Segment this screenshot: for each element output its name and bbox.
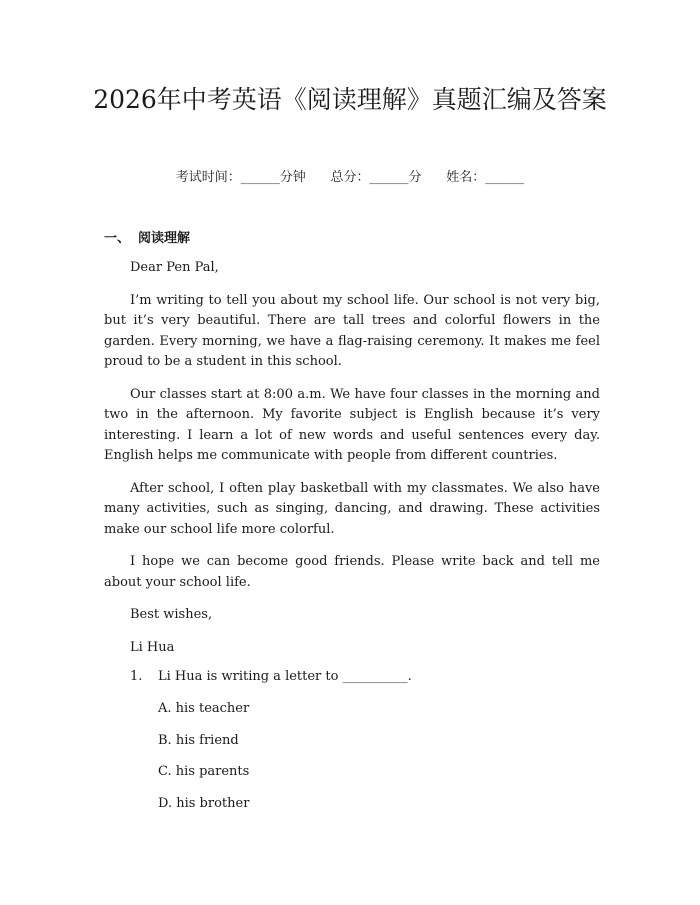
section-number: 一、 bbox=[104, 231, 131, 246]
letter-paragraph: After school, I often play basketball with my classmates. We also have many activities, such as singing, dancing, and drawing. These activities make our school life more colorful. bbox=[104, 480, 600, 537]
letter-paragraph: I’m writing to tell you about my school life. Our school is not very big, but it’s very beautiful. There are tall trees and colorful flowers in the garden. Every morning, we have a flag-raising ceremony. It makes me feel proud to be a student in this school. bbox=[104, 292, 600, 369]
question-number: 1. bbox=[130, 669, 143, 684]
question-text: Li Hua is writing a letter to __________. bbox=[158, 669, 412, 684]
letter-signature: Li Hua bbox=[130, 639, 175, 655]
question-1 bbox=[130, 667, 412, 687]
page-title: 2026年中考英语《阅读理解》真题汇编及答案 bbox=[93, 85, 607, 114]
option-d: D. his brother bbox=[158, 796, 250, 811]
letter-closing: Best wishes, bbox=[130, 607, 213, 622]
option-b: B. his friend bbox=[158, 733, 239, 748]
section-label: 阅读理解 bbox=[138, 231, 191, 246]
section-heading bbox=[104, 229, 190, 249]
option-a: A. his teacher bbox=[158, 701, 250, 716]
letter-paragraph: I hope we can become good friends. Please write back and tell me about your school life. bbox=[104, 554, 600, 590]
letter-paragraph: Our classes start at 8:00 a.m. We have four classes in the morning and two in the afternoon. My favorite subject is English because it’s very interesting. I learn a lot of new words and useful sentences every day. English helps me communicate with people from different countries. bbox=[104, 386, 600, 463]
letter-greeting: Dear Pen Pal, bbox=[130, 260, 219, 275]
letter-body bbox=[104, 258, 600, 670]
exam-info: 考试时间：______分钟 总分：______分 姓名：______ bbox=[175, 170, 525, 185]
option-c: C. his parents bbox=[158, 764, 250, 779]
